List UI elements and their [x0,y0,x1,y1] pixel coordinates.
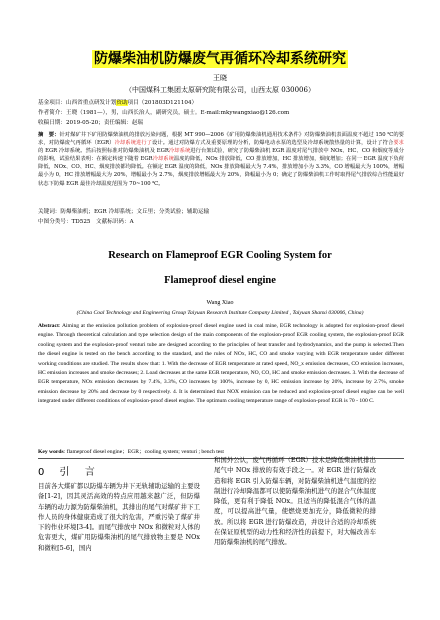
abstract-zh-part4: 进行台架试验，研究了防爆柴油机 EGR 温度对尾气排放中 NOx、HC、CO 和烟度等成分的影响，试验结果表明：在额定转速下随着 EGR [38,148,404,163]
fund-text-after: 项目（201803D121104） [127,100,198,106]
keywords-en-text: : flameproof diesel engine；EGR；cooling system; venturi ; bench test [63,449,224,455]
title-highlight: 防爆柴油机防爆废气再循环冷却系统研究 [94,51,346,67]
intro-column-left: 目前各大煤矿都以防爆车辆为井下无轨辅助运输的主要设备[1-2]，因其灵活高效的特点应用越来越广泛，但防爆车辆的动力源为防爆柴油机，其排出的尾气对煤矿井下工作人员的身体健康造成了很大的危害，严重污染了煤矿井下的作业环境[3-4]。而尾气排放中 NOx 和微粒对人体的危害更大，煤矿用防爆柴油机的尾气排放物主要是 NOx 和微粒[5-6]，国内 [38,482,200,552]
abstract-zh-red3: 冷却系统 [168,148,191,155]
keywords-zh: 关键词：防爆柴油机；EGR 冷却系统；文丘里；分类试验；辅助运输 [38,209,210,215]
received-date: 收稿日期：2019-05-20；责任编辑：赵瑞 [38,120,143,126]
abstract-zh-label: 要： [48,132,60,138]
abstract-zh-red1: 冷却系统进行了 [114,140,153,147]
abstract-zh-part3: 的 EGR 冷却系统。然后按照标准对防爆柴油机及 EGR [38,148,169,155]
abstract-en [38,322,404,407]
affiliation-zh: （中国煤科工集团太原研究院有限公司，山西太原 030006） [125,86,315,94]
abstract-zh-red2: 要求 [393,140,404,147]
abstract-zh [38,131,404,188]
keywords-en-label: Key words [38,449,64,455]
fund-label: 基金项目： [38,100,66,106]
abstract-zh-lead: 摘 [38,132,44,138]
intro-column-right: 和国外公认，废气再循环（EGR）技术是降低柴油机排出尾气中 NOx 排放的有效手段之一。对 EGR 进行防爆改造和将 EGR 引入防爆车辆，对防爆柴油机进气温度的控制进行冷却降温都可以使防爆柴油机进气的混合气体温度降低，更有利于降低 NOx。且适当的降低混合气体的温度，可以提高进气量，使燃烧更加充分，降低微粒的排放。所以将 EGR 进行防爆改造，并设计合适的冷却系统在保证原机型的动力性和经济性的前提下，对大幅改善车用防爆柴油机的尾气排放。 [214,456,376,547]
abstract-zh-part1: 针对煤矿井下矿用防爆柴油机的排放污染问题，根据 MT 990—2006《矿用防爆柴油机通用技术条件》对防爆柴油机表面温度不超过 150 ℃的要求，对防爆废气再循环（EGR） [38,132,404,147]
section-heading-introduction: 0 引 言 [38,467,101,478]
fund-text-before: 山西省重点研发计划 [65,100,117,106]
paper-title-en-line1: Research on Flameproof EGR Cooling System for [108,250,332,261]
fund-line [38,100,408,107]
abstract-en-text: : Aiming at the emission pollution problem of explosion-proof diesel engine used in coal mine, EGR technology is adopted for explosion-proof diesel engine. Through theoretical calculation and type selection design of the main components of the explosion-proof EGR cooling system, the explosion-proof EGR cooling system and the explosion-proof venturi tube are designed according to the principles of heat transfer and hydrodynamics, and the pump is selected.Then the diesel engine is tested on the bench according to the standard, and the rules of NOx, HC, CO and smoke varying with EGR temperature under different working conditions are studied. The results show that: 1. With the decrease of EGR temperature at rated speed, NO_x emission decreases, CO emission increases, HC emission increases and smoke decreases; 2. Load decreases at the same EGR temperature, NO, CO, HC and smoke emission decreases. 3. With the decrease of EGR temperature, NOx emission decreases by 7.4%, 3.3%, CO increases by 100%, increase by 0, HC emission increase by 20%, increase by 2.7%, smoke emission decrease by 20% and decrease by 0 respectively. 4. It is determined that NOX emission can be reduced and explosion-proof diesel engine can be well integrated under different conditions of explosion-proof diesel engine. The optimum cooling temperature range of explosion-proof EGR is 70 - 100 C. [38,323,404,405]
affiliation-en: (China Coal Technology and Engineering Group Taiyuan Research Institute Company Limited , Taiyuan Shanxi 030006, China) [76,310,364,316]
abstract-zh-red4: 冷却系统 [152,156,174,163]
author-bio: 作者简介：王晓（1981—），男，山西长治人，副研究员，硕士。E-mail:mkywangxiao@126.com [38,110,290,116]
author-zh: 王晓 [213,74,227,82]
keywords-en [38,447,404,455]
paper-title-zh [0,48,440,68]
classification-line: 中图分类号：TD525 文献标识码：A [38,219,134,225]
abstract-zh-part2: 设计。通过对防爆方式及重要原理的分析，防爆电动水泵的选型及冷却系统散热量的计算，设计了符合 [152,140,394,147]
abstract-zh-part5: 温度的降低，NOx 排放降低，CO 排放增加，HC 排放增加，烟度增加；在同一 EGR 温度下负荷降低，NOx、CO、HC、烟度排放都均降低。在额定 EGR 温度的降低，NOx 排放降幅最大为 7.4%，排放增加小为 3.3%，CO 增幅最大为 100%，增幅最小为 0，HC 排放增幅最大为 20%，增幅最小为 2.7%，烟度排放增幅最大为 20%，降幅最小为 0；确定了防爆柴油机工作时取得尾气排放综合性能最好状态下防爆 EGR 最佳冷却温度范围为 70~100 ℃。 [38,156,404,187]
author-en: Wang Xiao [206,300,234,306]
abstract-en-label: Abstract [38,323,59,329]
paper-title-en-line2: Flameproof diesel engine [164,275,276,286]
fund-highlight: 资助 [116,100,128,106]
